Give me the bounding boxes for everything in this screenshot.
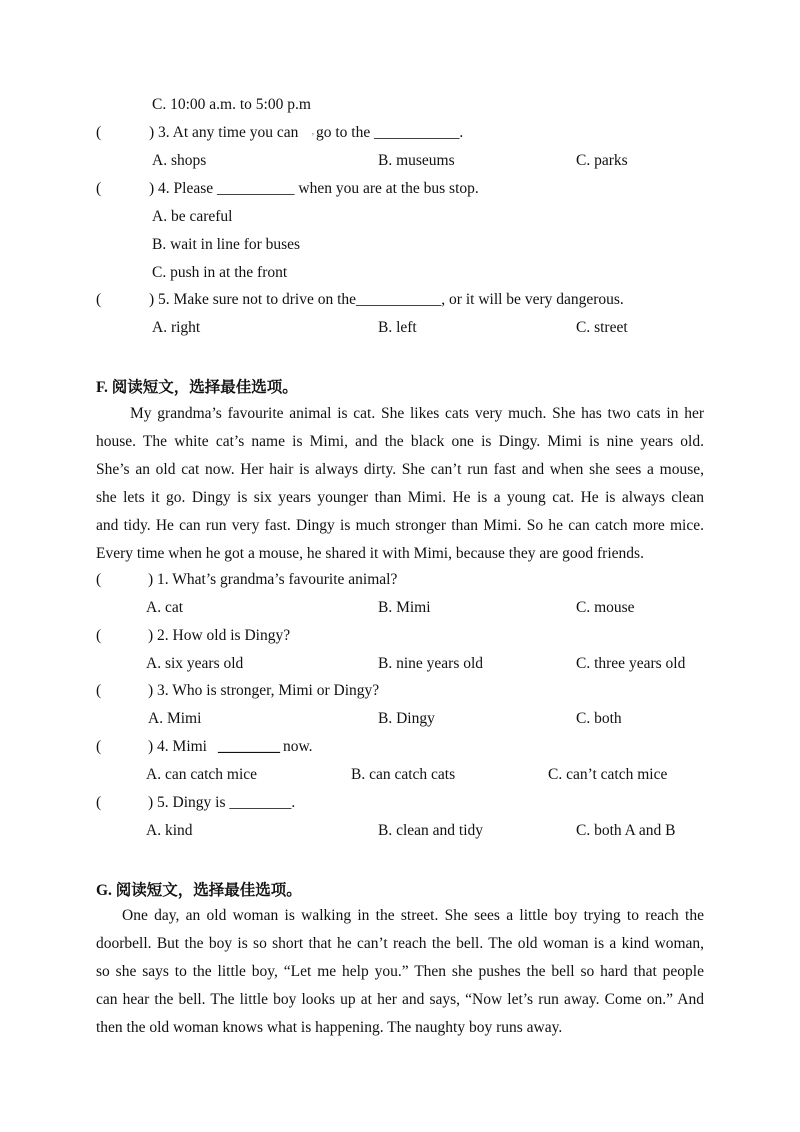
option-a: A. can catch mice (146, 766, 258, 783)
answer-bracket[interactable]: ( (96, 291, 102, 308)
question-stem: ) 3. At any time you can (149, 124, 299, 141)
option-b: B. can catch cats (351, 766, 456, 783)
option-c: C. parks (576, 152, 628, 169)
option-a: A. right (152, 319, 201, 336)
question-stem: ) 3. Who is stronger, Mimi or Dingy? (148, 682, 380, 699)
option-text: C. 10:00 a.m. to 5:00 p.m (152, 96, 311, 113)
option-a: A. cat (146, 599, 184, 616)
passage-line: house. The white cat’s name is Mimi, and the black one is Dingy. Mimi is nine years old. (96, 433, 704, 450)
option-b: B. Mimi (378, 599, 431, 616)
answer-bracket[interactable]: ( (96, 571, 102, 588)
option-a: A. six years old (146, 655, 244, 672)
passage-line: One day, an old woman is walking in the street. She sees a little boy trying to reach the (122, 907, 704, 924)
passage-line: can hear the bell. The little boy looks up at her and says, “Now let’s run away. Come on.” And (96, 991, 704, 1008)
passage-line: Every time when he got a mouse, he shared it with Mimi, because they are good friends. (96, 545, 644, 562)
option-c: C. both (576, 710, 622, 727)
option-c: C. can’t catch mice (548, 766, 668, 783)
option-c: C. mouse (576, 599, 635, 616)
option-b: B. wait in line for buses (152, 236, 301, 253)
question-stem: ) 5. Dingy is ________. (148, 794, 296, 811)
stray-mark-icon: ’ (311, 131, 315, 143)
answer-blank[interactable]: ________ (218, 738, 280, 755)
reading-passage (96, 902, 704, 1042)
answer-bracket[interactable]: ( (96, 180, 102, 197)
passage-line: doorbell. But the boy is so short that he can’t reach the bell. The old woman is a kind woman, (96, 935, 704, 952)
option-a: A. kind (146, 822, 193, 839)
question-stem: ) 1. What’s grandma’s favourite animal? (148, 571, 398, 588)
option-c: C. both A and B (576, 822, 676, 839)
answer-bracket[interactable]: ( (96, 738, 102, 755)
question-stem: ) 2. How old is Dingy? (148, 627, 291, 644)
option-b: B. Dingy (378, 710, 435, 727)
option-a: A. be careful (152, 208, 233, 225)
option-b: B. clean and tidy (378, 822, 484, 839)
option-c: C. three years old (576, 655, 686, 672)
answer-bracket[interactable]: ( (96, 794, 102, 811)
passage-line: she lets it go. Dingy is six years younger than Mimi. He is a young cat. He is always clean (96, 489, 704, 506)
passage-line: and tidy. He can run very fast. Dingy is much stronger than Mimi. So he can catch more mice. (96, 517, 704, 534)
answer-bracket[interactable]: ( (96, 627, 102, 644)
passage-line: She’s an old cat now. Her hair is always dirty. She can’t run fast and when she sees a mouse, (96, 461, 704, 478)
passage-line: My grandma’s favourite animal is cat. She likes cats very much. She has two cats in her (130, 405, 704, 422)
option-c: C. street (576, 319, 628, 336)
section-heading: F. 阅读短文，选择最佳选项。 (96, 379, 298, 396)
passage-line: then the old woman knows what is happening. The naughty boy runs away. (96, 1019, 563, 1036)
question-stem-rest: now. (283, 738, 313, 755)
section-heading: G. 阅读短文，选择最佳选项。 (96, 882, 302, 899)
option-a: A. Mimi (148, 710, 202, 727)
reading-passage (96, 400, 704, 568)
option-c: C. push in at the front (152, 264, 288, 281)
passage-line: so she says to the little boy, “Let me help you.” Then she pushes the bell so hard that people (96, 963, 704, 980)
answer-bracket[interactable]: ( (96, 124, 102, 141)
option-b: B. left (378, 319, 417, 336)
question-stem: ) 4. Mimi (148, 738, 207, 755)
option-b: B. nine years old (378, 655, 484, 672)
answer-bracket[interactable]: ( (96, 682, 102, 699)
question-stem: ) 4. Please __________ when you are at the bus stop. (149, 180, 479, 197)
option-b: B. museums (378, 152, 455, 169)
question-stem: ) 5. Make sure not to drive on the___________, or it will be very dangerous. (149, 291, 624, 308)
question-stem-rest: go to the ___________. (316, 124, 464, 141)
option-a: A. shops (152, 152, 207, 169)
